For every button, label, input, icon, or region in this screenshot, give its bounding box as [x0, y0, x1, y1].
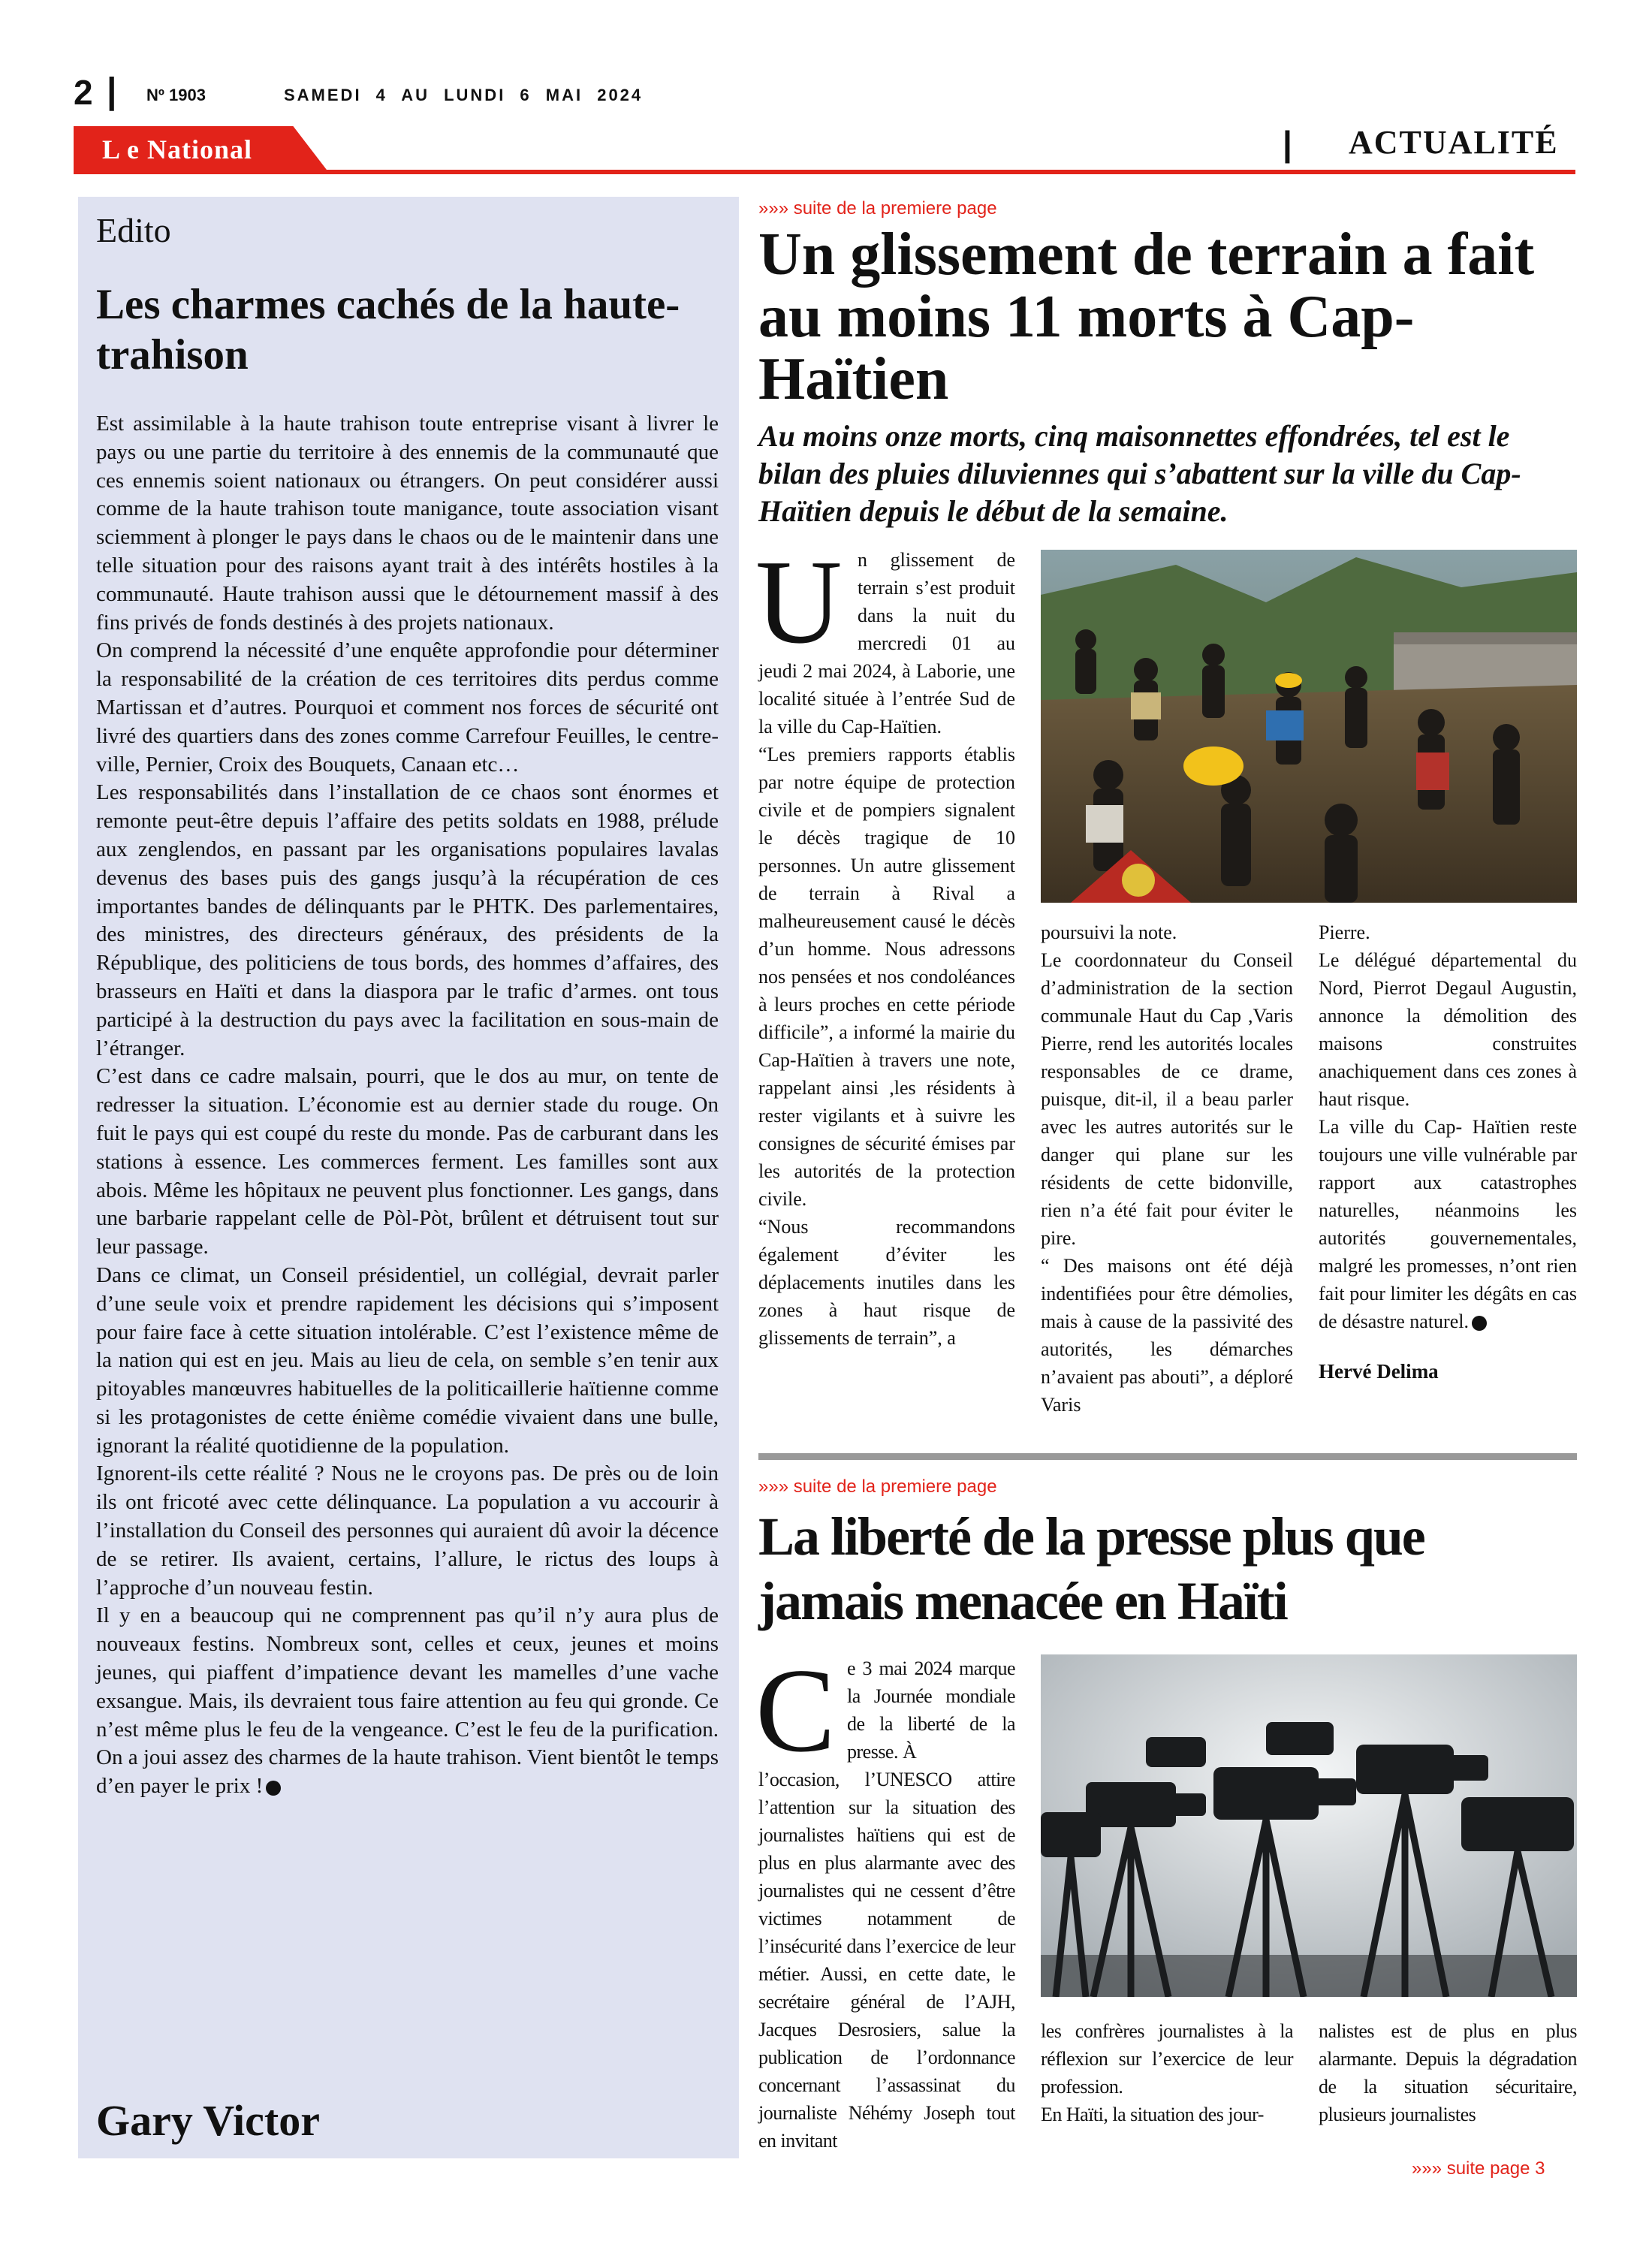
article-divider — [758, 1453, 1577, 1460]
landslide-photo — [1041, 550, 1577, 903]
header-rule — [74, 170, 1575, 174]
press-cameras-illustration — [1041, 1654, 1577, 1997]
edito-paragraph: Les responsabilités dans l’installation de ce chaos sont énormes et remonte peut-être depuis l’affaire des petits soldats en 1988, prélude aux zenglendos, en passant par les organisations populaires lavalas devenus des bases puis des gangs jusqu’à la récupération de ces importantes bandes de délinquants par le PHTK. Des parlementaires, des ministres, des directeurs généraux, des présidents de la République, des politiciens de tous bords, des hommes d’affaires, des brasseurs en Haïti et dans la diaspora par le trafic d’armes. ont tous participé à la destruction du pays avec la facilitation en sous-main de l’étranger. — [96, 780, 719, 1060]
article2-column-1 — [755, 1643, 1015, 2155]
brand-name: L e National — [102, 134, 253, 164]
edito-author: Gary Victor — [96, 2096, 320, 2145]
continued-link[interactable]: »»» suite page 3 — [1412, 2158, 1545, 2179]
article1-title: Un glissement de terrain a fait au moins 11 morts à Cap-Haïtien — [758, 222, 1535, 412]
article2-paragraph: nalistes est de plus en plus alarmante. Depuis la dégradation de la situation sécuritaire, plusieurs journalistes — [1319, 2020, 1577, 2125]
article2-column-3 — [1319, 2017, 1577, 2128]
article1-paragraph: Le coordonnateur du Conseil d’administration de la section communale Haut du Cap ,Varis Pierre, rend les autorités locales responsables de ce drame, puisque, dit-il, il a beau parler avec les autres autorités sur le danger qui plane sur les résidents de cette bidonville, rien n’a été fait pour éviter le pire. — [1041, 949, 1293, 1249]
article1-paragraph: “ Des maisons ont été déjà indentifiées pour être démolies, mais à cause de la passivité des autorités, les démarches n’avaient pas abouti”, a déploré Varis — [1041, 1255, 1293, 1416]
edito-paragraph: Est assimilable à la haute trahison toute entreprise visant à livrer le pays ou une partie du territoire à des ennemis de la communauté que ces ennemis soient nationaux ou étrangers. On peut considérer aussi comme de la haute trahison toute manigance, toute association visant sciemment à plonger le pays dans le chaos ou de le maintenir dans une telle situation pour des raisons ayant trait à des intérêts hostiles à la communauté. Haute trahison aussi que le détournement massif à des fins privés de fonds destinés à des projets nationaux. — [96, 412, 719, 635]
article2-paragraph: l’occasion, l’UNESCO attire l’attention sur la situation des journalistes haïtiens qui est de plus en plus alarmante avec des journalistes qui ne cessent d’être victimes notamment de l’insécurité dans l’exercice de leur métier. Aussi, en cette date, le secrétaire général de l’AJH, Jacques Desrosiers, salue la publication de l’ordonnance concernant l’assassinat du journaliste Néhémy Joseph tout en invitant — [758, 1769, 1015, 2152]
article1-column-2 — [1041, 918, 1293, 1419]
article2-kicker: »»» suite de la premiere page — [758, 1476, 997, 1497]
article2-title: La liberté de la presse plus que jamais menacée en Haïti — [758, 1507, 1424, 1631]
edito-paragraph-last — [96, 1602, 719, 1801]
page-number-separator: | — [107, 71, 117, 111]
page-number: 2 — [74, 73, 93, 112]
edito-paragraph: On comprend la nécessité d’une enquête approfondie pour déterminer la responsabilité de la création de ces territoires dits perdus comme Martissan et d’autres. Pourquoi et comment nos forces de sécurité ont livré des quartiers dans des zones comme Carrefour Feuilles, le centre-ville, Pernier, Croix des Bouquets, Canaan etc… — [96, 638, 719, 777]
article1-column-3 — [1319, 918, 1577, 1386]
article2-column-2 — [1041, 2017, 1293, 2128]
article1-signature: Hervé Delima — [1319, 1360, 1439, 1383]
section-separator: | — [1283, 124, 1292, 163]
article2-paragraph: les confrères journalistes à la réflexion sur l’exercice de leur profession. — [1041, 2020, 1293, 2098]
edito-paragraph: Dans ce climat, un Conseil présidentiel, un collégial, devrait parler d’une seule voix et prendre rapidement les décisions qui s’imposent pour faire face à cette situation intolérable. C’est l’existence même de la nation qui est en jeu. Mais au lieu de cela, on semble s’en tenir aux pitoyables manœuvres habituelles de la politicaillerie haïtienne comme si les protagonistes de cette énième comédie vivaient dans une bulle, ignorant la réalité quotidienne de la population. — [96, 1262, 719, 1458]
article1-lead: Au moins onze morts, cinq maisonnettes effondrées, tel est le bilan des pluies diluviennes qui s’abattent sur la ville du Cap- Haïtien depuis le début de la semaine. — [758, 419, 1521, 528]
end-mark-icon — [1472, 1316, 1487, 1331]
article1-paragraph: Le délégué départemental du Nord, Pierrot Degaul Augustin, annonce la démolition des maisons construites anachiquement dans ces zones à haut risque. — [1319, 949, 1577, 1110]
article1-signature-line — [1319, 1358, 1577, 1386]
article1-dropcap: U — [755, 535, 843, 668]
article2-intro-text: e 3 mai 2024 marque la Journée mondiale de la liberté de la presse. À — [847, 1657, 1015, 1763]
landslide-photo-illustration — [1041, 550, 1577, 903]
edito-paragraph: C’est dans ce cadre malsain, pourri, que le dos au mur, on tente de redresser la situation. L’économie est au dernier stade du rouge. On fuit le pays qui est coupé du reste du monde. Pas de carburant dans les stations à essence. Les commerces ferment. Les familles sont aux abois. Même les hôpitaux ne peuvent plus fonctionner. Les gangs, dans une barbarie rappelant celle de Pòl-Pòt, brûlent et détruisent tout sur leur passage. — [96, 1064, 719, 1259]
issue-date: SAMEDI 4 AU LUNDI 6 MAI 2024 — [284, 86, 644, 104]
article1-paragraph: “Nous recommandons également d’éviter les déplacements inutiles dans les zones à haut risque de glissements de terrain”, a — [758, 1216, 1015, 1349]
edito-paragraph: Ignorent-ils cette réalité ? Nous ne le croyons pas. De près ou de loin ils ont fricoté avec cette délinquance. La population a vu accourir à l’installation du Conseil des personnes qui auraient dû avoir la décence de se retirer. Ils avaient, certains, l’allure, le rictus des loups à l’approche d’un nouveau festin. — [96, 1461, 719, 1600]
edito-body — [96, 410, 719, 1801]
article1-paragraph: La ville du Cap- Haïtien reste toujours une ville vulnérable par rapport aux catastrophes naturelles, néanmoins les autorités gouvernementales, malgré les promesses, n’ont rien fait pour limiter les dégâts en cas de désastre naturel. — [1319, 1116, 1577, 1332]
edito-label: Edito — [96, 211, 171, 249]
section-title: ACTUALITÉ — [1349, 124, 1559, 161]
end-mark-icon — [266, 1781, 281, 1796]
issue-number: Nº 1903 — [146, 86, 206, 104]
article1-paragraph: “Les premiers rapports établis par notre équipe de protection civile et de pompiers signalent le décès tragique de 10 personnes. Un autre glissement de terrain à Rival a malheureusement causé le décès d’un homme. Nous adressons nos pensées et nos condoléances à leurs proches en cette période difficile”, a informé la mairie du Cap-Haïtien à travers une note, rappelant ainsi ,les résidents à rester vigilants et à suivre les consignes de sécurité émises par les autorités de la protection civile. — [758, 743, 1015, 1210]
article1-paragraph-last — [1319, 1113, 1577, 1335]
article2-dropcap: C — [755, 1643, 836, 1777]
article1-paragraph: poursuivi la note. — [1041, 921, 1177, 943]
article1-kicker: »»» suite de la premiere page — [758, 198, 997, 219]
article1-column-1 — [755, 535, 1015, 1352]
article1-paragraph: Pierre. — [1319, 921, 1370, 943]
article2-paragraph: En Haïti, la situation des jour- — [1041, 2104, 1264, 2125]
article1-intro-text: n glissement de terrain s’est produit dans la nuit du mercredi 01 au jeudi 2 mai 2024, à Laborie, une localité située à l’entrée Sud de la ville du Cap-Haïtien. — [758, 549, 1015, 737]
edito-title: Les charmes cachés de la haute-trahison — [96, 281, 680, 379]
press-cameras-photo — [1041, 1654, 1577, 1997]
edito-paragraph: Il y en a beaucoup qui ne comprennent pas qu’il n’y aura plus de nouveaux festins. Nombreux sont, celles et ceux, jeunes et moins jeunes, qui piaffent d’impatience devant les mamelles d’une vache exsangue. Mais, ils devraient tous faire attention au feu qui gronde. Ce n’est même plus le feu de la vengeance. C’est le feu de la purification. On a joui assez des charmes de la haute trahison. Vient bientôt le temps d’en payer le prix ! — [96, 1603, 719, 1799]
